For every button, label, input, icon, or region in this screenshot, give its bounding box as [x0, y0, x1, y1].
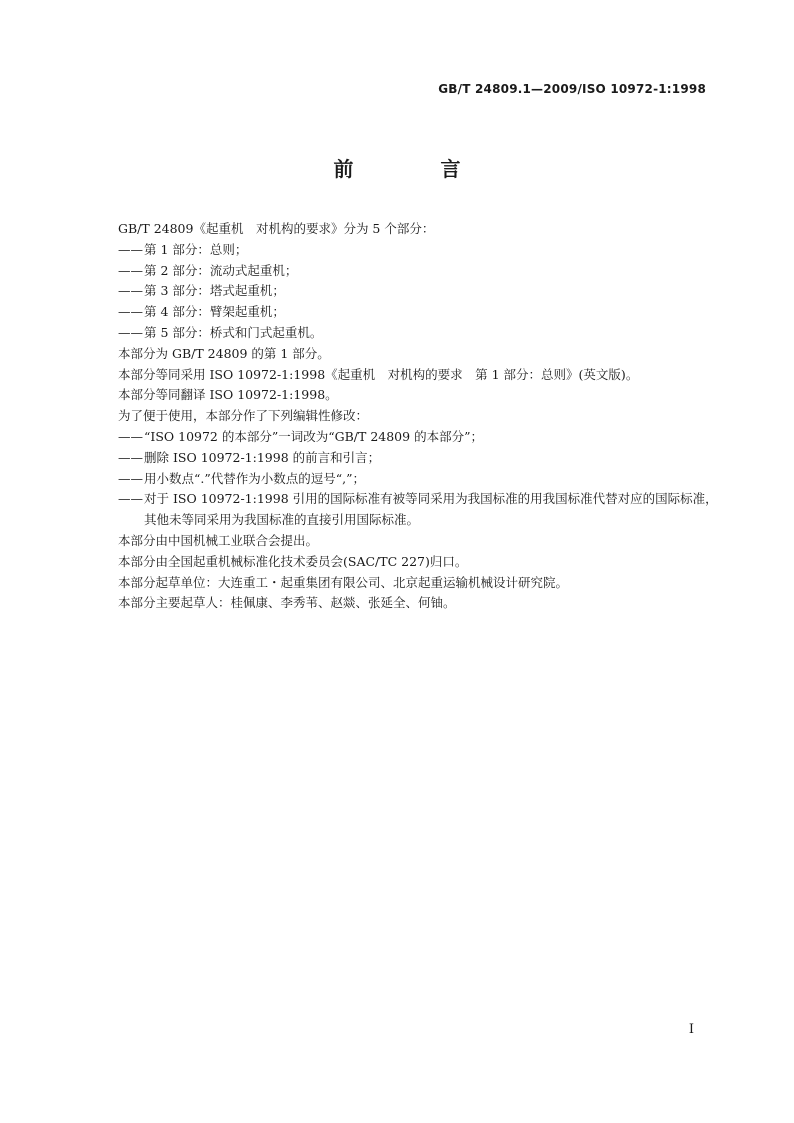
part-item	[118, 240, 718, 261]
part-item	[118, 302, 718, 323]
dash-marker: ——	[118, 428, 143, 444]
page-number: I	[688, 1022, 694, 1037]
part-item	[118, 323, 718, 344]
statement-line: 本部分等同翻译 ISO 10972-1:1998。	[118, 387, 338, 403]
standard-code: GB/T 24809.1—2009/ISO 10972-1:1998	[438, 82, 706, 96]
dash-marker: ——	[118, 324, 143, 340]
part-item-label: 第 1 部分：总则；	[144, 241, 248, 257]
page-title: 前 言	[333, 157, 501, 181]
part-item	[118, 261, 718, 282]
dash-marker: ——	[118, 283, 143, 299]
foreword-body	[118, 219, 718, 614]
edit-item	[118, 427, 718, 448]
statement-line: 本部分为 GB/T 24809 的第 1 部分。	[118, 345, 330, 361]
statement-line: 本部分等同采用 ISO 10972-1:1998《起重机 对机构的要求 第 1 部分：总则》(英文版)。	[118, 366, 639, 382]
dash-marker: ——	[118, 241, 143, 257]
part-item-label: 第 4 部分：臂架起重机；	[144, 304, 285, 320]
dash-marker: ——	[118, 470, 143, 486]
closing-line: 本部分起草单位：大连重工・起重集团有限公司、北京起重运输机械设计研究院。	[118, 574, 569, 590]
part-item	[118, 281, 718, 302]
edit-item	[118, 469, 718, 490]
closing-line: 本部分主要起草人：桂佩康、李秀苇、赵燚、张延全、何铀。	[118, 595, 456, 611]
dash-marker: ——	[118, 262, 143, 278]
statement-line: 为了便于使用，本部分作了下列编辑性修改：	[118, 408, 369, 424]
edit-item	[118, 489, 718, 531]
dash-marker: ——	[118, 449, 143, 465]
edit-item-label: 对于 ISO 10972-1:1998 引用的国际标准有被等同采用为我国标准的用我国标准代替对应的国际标准，其他未等同采用为我国标准的直接引用国际标准。	[144, 491, 718, 528]
closing-line: 本部分由全国起重机械标准化技术委员会(SAC/TC 227)归口。	[118, 553, 468, 569]
part-item-label: 第 3 部分：塔式起重机；	[144, 283, 285, 299]
closing-line: 本部分由中国机械工业联合会提出。	[118, 532, 319, 548]
dash-marker: ——	[118, 304, 143, 320]
dash-marker: ——	[118, 491, 143, 507]
edit-item	[118, 448, 718, 469]
part-item-label: 第 2 部分：流动式起重机；	[144, 262, 298, 278]
edit-item-label: 用小数点“.”代替作为小数点的逗号“,”；	[144, 470, 366, 486]
part-item-label: 第 5 部分：桥式和门式起重机。	[144, 324, 323, 340]
intro-line: GB/T 24809《起重机 对机构的要求》分为 5 个部分：	[118, 221, 435, 236]
edit-item-label: “ISO 10972 的本部分”一词改为“GB/T 24809 的本部分”；	[144, 428, 483, 444]
edit-item-label: 删除 ISO 10972-1:1998 的前言和引言；	[144, 449, 381, 465]
